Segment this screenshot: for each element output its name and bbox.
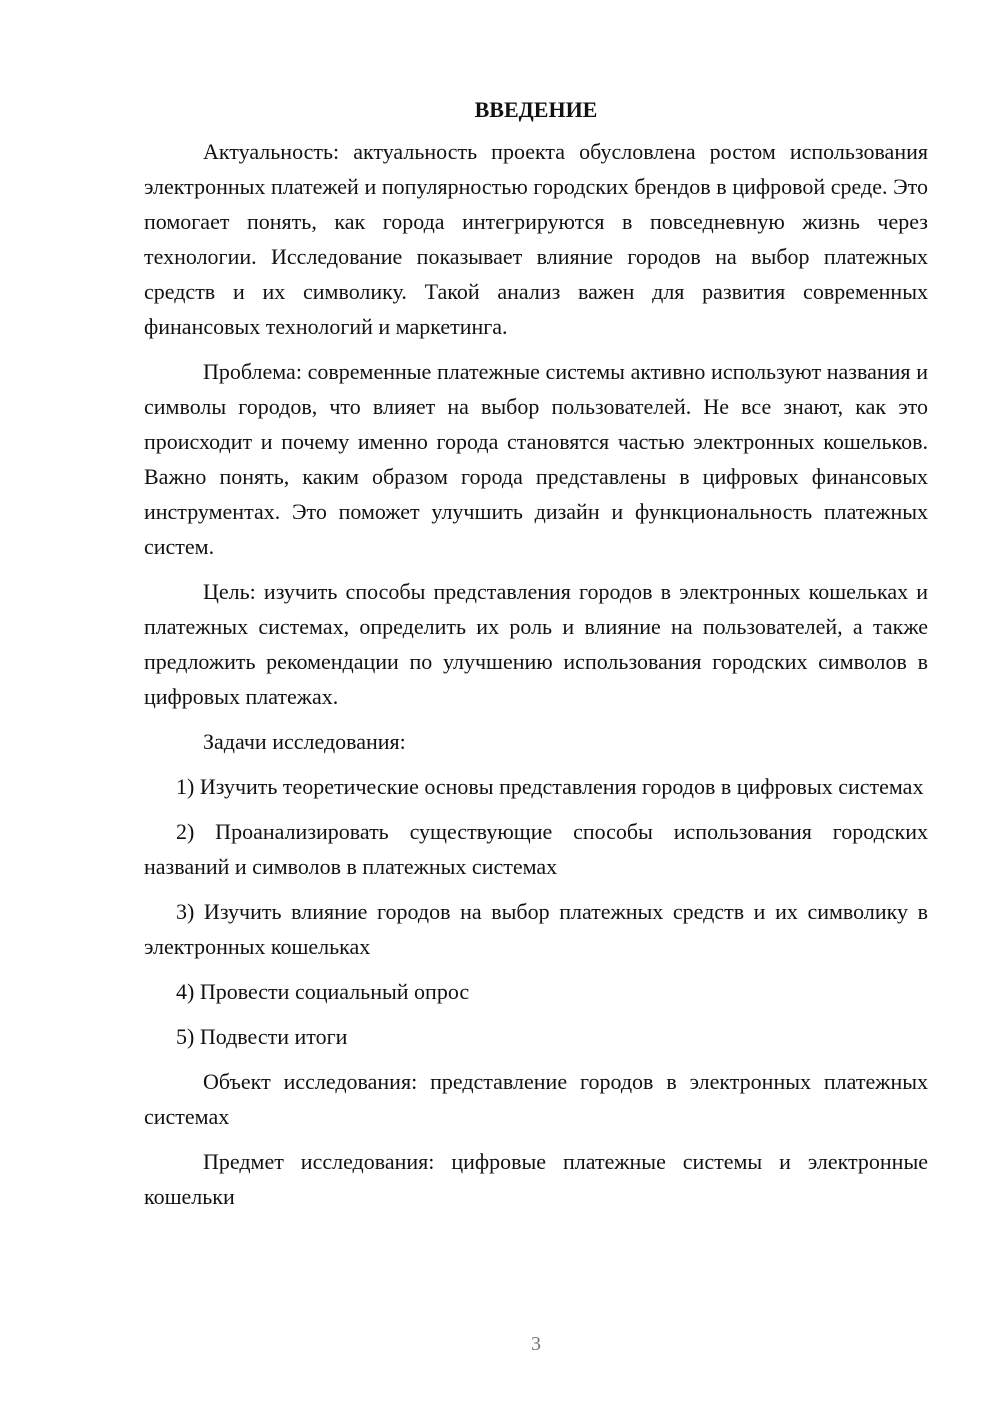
task-item-3: 3) Изучить влияние городов на выбор платежных средств и их символику в электронных кошельках <box>144 899 928 959</box>
goal-paragraph: Цель: изучить способы представления городов в электронных кошельках и платежных системах, определить их роль и влияние на пользователей, а также предложить рекомендации по улучшению использования городских символов в цифровых платежах. <box>144 579 928 709</box>
research-object-paragraph: Объект исследования: представление городов в электронных платежных системах <box>144 1069 928 1129</box>
problem-paragraph: Проблема: современные платежные системы активно используют названия и символы городов, что влияет на выбор пользователей. Не все знают, как это происходит и почему именно города становятся частью электронных кошельков. Важно понять, каким образом города представлены в цифровых финансовых инструментах. Это поможет улучшить дизайн и функциональность платежных систем. <box>144 359 928 559</box>
task-item-1: 1) Изучить теоретические основы представления городов в цифровых системах <box>176 774 924 799</box>
research-subject-paragraph: Предмет исследования: цифровые платежные системы и электронные кошельки <box>144 1149 928 1209</box>
document-page <box>144 92 928 1224</box>
page-number: 3 <box>531 1333 541 1355</box>
tasks-heading: Задачи исследования: <box>203 729 406 754</box>
task-item-4: 4) Провести социальный опрос <box>176 979 470 1004</box>
document-title: ВВЕДЕНИЕ <box>474 97 598 122</box>
relevance-paragraph: Актуальность: актуальность проекта обусловлена ростом использования электронных платежей и популярностью городских брендов в цифровой среде. Это помогает понять, как города интегрируются в повседневную жизнь через технологии. Исследование показывает влияние городов на выбор платежных средств и их символику. Такой анализ важен для развития современных финансовых технологий и маркетинга. <box>144 139 928 339</box>
task-item-2: 2) Проанализировать существующие способы использования городских названий и символов в платежных системах <box>144 819 928 879</box>
task-item-5: 5) Подвести итоги <box>176 1024 348 1049</box>
